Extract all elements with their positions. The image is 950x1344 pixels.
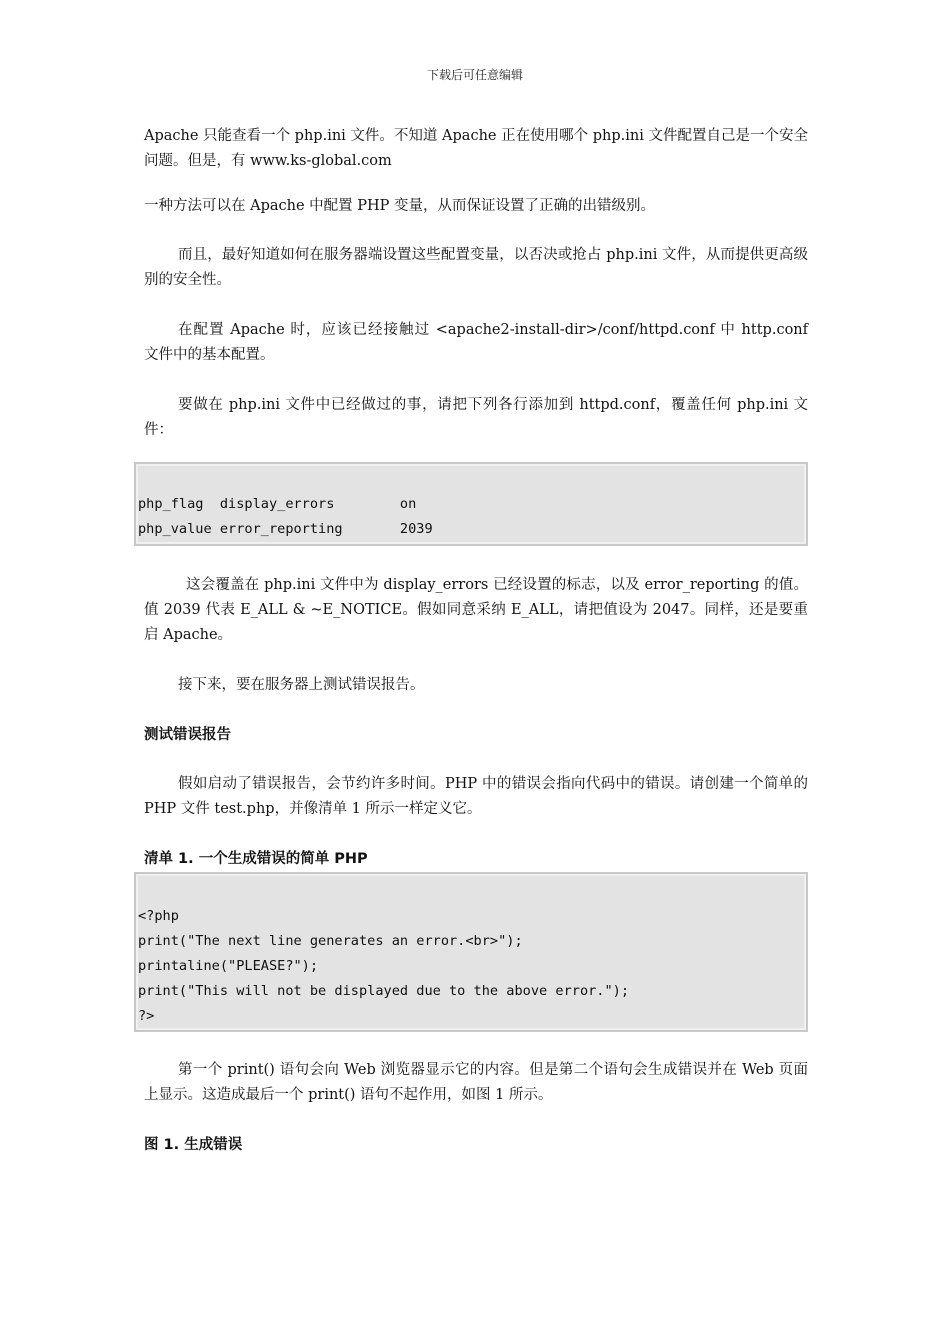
figure-title: 图 1. 生成错误 bbox=[144, 1137, 243, 1153]
paragraph-8: 假如启动了错误报告，会节约许多时间。PHP 中的错误会指向代码中的错误。请创建一个简单的 PHP 文件 test.php，并像清单 1 所示一样定义它。 bbox=[144, 776, 808, 817]
paragraph-6: 这会覆盖在 php.ini 文件中为 display_errors 已经设置的标志，以及 error_reporting 的值。值 2039 代表 E_ALL & ~E_NOTICE。假如同意采纳 E_ALL，请把值设为 2047。同样，还是要重启 Apache。 bbox=[144, 577, 808, 643]
code-line: php_flag display_errors on bbox=[138, 496, 417, 512]
paragraph-5: 要做在 php.ini 文件中已经做过的事，请把下列各行添加到 httpd.conf，覆盖任何 php.ini 文件： bbox=[144, 397, 808, 438]
paragraph-2: 一种方法可以在 Apache 中配置 PHP 变量，从而保证设置了正确的出错级别。 bbox=[144, 198, 656, 214]
code-line: print("The next line generates an error.<br>"); bbox=[138, 933, 523, 949]
code-line: ?> bbox=[138, 1008, 155, 1024]
code-line: print("This will not be displayed due to the above error."); bbox=[138, 983, 630, 999]
code-line: php_value error_reporting 2039 bbox=[138, 521, 433, 537]
code-line: printaline("PLEASE?"); bbox=[138, 958, 319, 974]
code-block-httpd bbox=[134, 462, 808, 546]
paragraph-4: 在配置 Apache 时，应该已经接触过 <apache2-install-dir>/conf/httpd.conf 中 http.conf 文件中的基本配置。 bbox=[144, 322, 808, 363]
paragraph-1: Apache 只能查看一个 php.ini 文件。不知道 Apache 正在使用哪个 php.ini 文件配置自己是一个安全问题。但是，有 www.ks-global.com bbox=[144, 128, 808, 169]
paragraph-7: 接下来，要在服务器上测试错误报告。 bbox=[178, 677, 425, 693]
code-block-listing-1 bbox=[134, 872, 808, 1032]
paragraph-3: 而且，最好知道如何在服务器端设置这些配置变量，以否决或抢占 php.ini 文件，从而提供更高级别的安全性。 bbox=[144, 247, 808, 288]
listing-title: 清单 1. 一个生成错误的简单 PHP bbox=[144, 851, 368, 867]
code-line: <?php bbox=[138, 908, 179, 924]
paragraph-9: 第一个 print() 语句会向 Web 浏览器显示它的内容。但是第二个语句会生成错误并在 Web 页面上显示。这造成最后一个 print() 语句不起作用，如图 1 所示。 bbox=[144, 1062, 808, 1103]
page-header: 下载后可任意编辑 bbox=[426, 68, 523, 82]
section-heading: 测试错误报告 bbox=[144, 727, 231, 743]
